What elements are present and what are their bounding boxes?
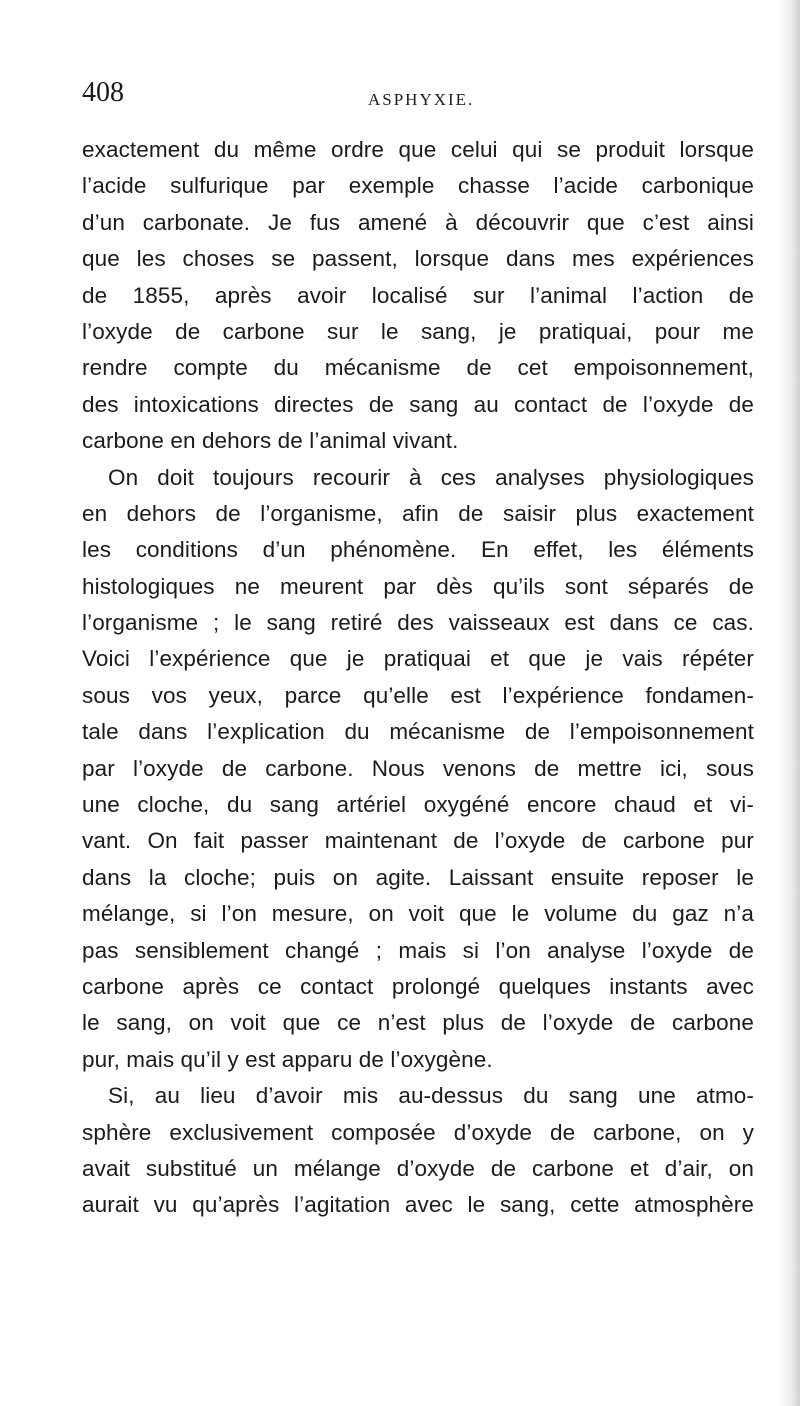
running-title: ASPHYXIE. <box>368 90 475 109</box>
text-line: pur, mais qu’il y est apparu de l’oxygène. <box>82 1046 493 1072</box>
text-line: histologiques ne meurent par dès qu’ils sont séparés de <box>82 573 754 599</box>
page-number: 408 <box>82 77 124 108</box>
text-line: rendre compte du mécanisme de cet empoisonnement, <box>82 355 754 381</box>
text-line: par l’oxyde de carbone. Nous venons de mettre ici, sous <box>82 755 754 781</box>
text-line: dans la cloche; puis on agite. Laissant ensuite reposer le <box>82 864 754 890</box>
page-edge-shadow <box>778 0 800 1406</box>
text-line: mélange, si l’on mesure, on voit que le volume du gaz n’a <box>82 901 754 927</box>
text-line: aurait vu qu’après l’agitation avec le sang, cette atmosphère <box>82 1192 754 1218</box>
text-line: carbone après ce contact prolongé quelques instants avec <box>82 973 754 999</box>
text-line: avait substitué un mélange d’oxyde de carbone et d’air, on <box>82 1155 754 1181</box>
text-line: tale dans l’explication du mécanisme de l’empoisonnement <box>82 719 754 745</box>
text-line: une cloche, du sang artériel oxygéné encore chaud et vi- <box>82 792 754 818</box>
text-line: le sang, on voit que ce n’est plus de l’oxyde de carbone <box>82 1010 754 1036</box>
text-line: des intoxications directes de sang au contact de l’oxyde de <box>82 391 754 417</box>
text-line: Si, au lieu d’avoir mis au-dessus du sang une atmo- <box>108 1083 754 1109</box>
text-line: sphère exclusivement composée d’oxyde de carbone, on y <box>82 1119 754 1145</box>
text-line: pas sensiblement changé ; mais si l’on analyse l’oxyde de <box>82 937 754 963</box>
text-line: carbone en dehors de l’animal vivant. <box>82 428 459 454</box>
text-line: de 1855, après avoir localisé sur l’animal l’action de <box>82 282 754 308</box>
text-line: l’organisme ; le sang retiré des vaisseaux est dans ce cas. <box>82 610 754 636</box>
text-line: sous vos yeux, parce qu’elle est l’expérience fondamen- <box>82 682 754 708</box>
page-header <box>82 78 752 118</box>
text-line: l’acide sulfurique par exemple chasse l’acide carbonique <box>82 173 754 199</box>
text-line: les conditions d’un phénomène. En effet, les éléments <box>82 537 754 563</box>
text-line: exactement du même ordre que celui qui se produit lorsque <box>82 137 754 162</box>
text-line: en dehors de l’organisme, afin de saisir plus exactement <box>82 500 754 526</box>
body-text <box>82 132 754 1224</box>
text-line: l’oxyde de carbone sur le sang, je pratiquai, pour me <box>82 318 754 344</box>
text-line: vant. On fait passer maintenant de l’oxyde de carbone pur <box>82 828 754 854</box>
text-line: que les choses se passent, lorsque dans mes expériences <box>82 246 754 272</box>
text-line: On doit toujours recourir à ces analyses physiologiques <box>108 464 754 490</box>
text-line: d’un carbonate. Je fus amené à découvrir que c’est ainsi <box>82 209 754 235</box>
text-line: Voici l’expérience que je pratiquai et que je vais répéter <box>82 646 754 672</box>
